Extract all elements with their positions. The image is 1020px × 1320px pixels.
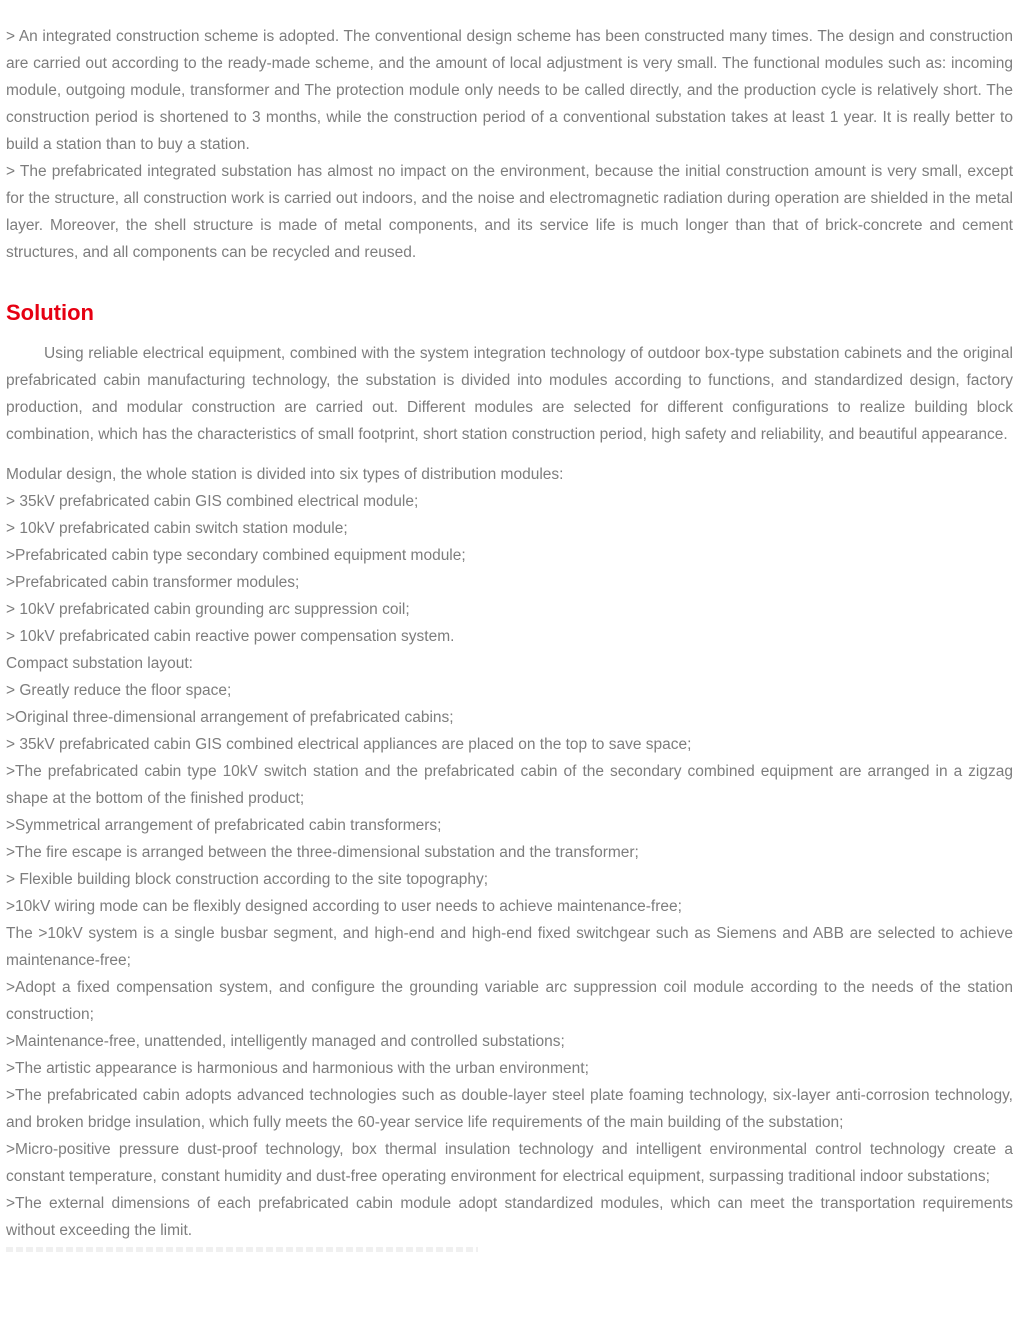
solution-line: >The prefabricated cabin adopts advanced technologies such as double-layer steel plate foaming technology, six-layer anti-corrosion technology, and broken bridge insulation, which fully meets the 60-year service life requirements of the main building of the substation; xyxy=(6,1087,1013,1131)
solution-line: > Flexible building block construction according to the site topography; xyxy=(6,871,489,888)
solution-line: > 10kV prefabricated cabin grounding arc suppression coil; xyxy=(6,601,410,618)
solution-line: >The fire escape is arranged between the three-dimensional substation and the transformer; xyxy=(6,844,639,861)
solution-line-list xyxy=(6,461,1013,1244)
solution-line: Modular design, the whole station is divided into six types of distribution modules: xyxy=(6,466,564,483)
solution-line: >The external dimensions of each prefabricated cabin module adopt standardized modules, which can meet the transportation requirements without exceeding the limit. xyxy=(6,1195,1013,1239)
solution-lead-paragraph: Using reliable electrical equipment, combined with the system integration technology of outdoor box-type substation cabinets and the original prefabricated cabin manufacturing technology, the substation is divided into modules according to functions, and standardized design, factory production, and modular construction are carried out. Different modules are selected for different configurations to realize building block combination, which has the characteristics of small footprint, short station construction period, high safety and reliability, and beautiful appearance. xyxy=(6,345,1013,443)
solution-line: >10kV wiring mode can be flexibly designed according to user needs to achieve maintenance-free; xyxy=(6,898,682,915)
solution-line: >Symmetrical arrangement of prefabricated cabin transformers; xyxy=(6,817,442,834)
solution-line: >Prefabricated cabin type secondary combined equipment module; xyxy=(6,547,466,564)
solution-line: >Original three-dimensional arrangement of prefabricated cabins; xyxy=(6,709,454,726)
cutoff-text-ghost xyxy=(6,1247,478,1252)
solution-line: >Adopt a fixed compensation system, and configure the grounding variable arc suppression coil module according to the needs of the station construction; xyxy=(6,979,1013,1023)
solution-line: >The prefabricated cabin type 10kV switch station and the prefabricated cabin of the secondary combined equipment are arranged in a zigzag shape at the bottom of the finished product; xyxy=(6,763,1013,807)
solution-line: >Micro-positive pressure dust-proof technology, box thermal insulation technology and intelligent environmental control technology create a constant temperature, constant humidity and dust-free operating environment for electrical equipment, surpassing traditional indoor substations; xyxy=(6,1141,1013,1185)
solution-line: > 35kV prefabricated cabin GIS combined electrical module; xyxy=(6,493,419,510)
intro-paragraph-2: > The prefabricated integrated substation has almost no impact on the environment, because the initial construction amount is very small, except for the structure, all construction work is carried out indoors, and the noise and electromagnetic radiation during operation are shielded in the metal layer. Moreover, the shell structure is made of metal components, and its service life is much longer than that of brick-concrete and cement structures, and all components can be recycled and reused. xyxy=(6,163,1013,261)
solution-line: > Greatly reduce the floor space; xyxy=(6,682,232,699)
solution-line: > 35kV prefabricated cabin GIS combined electrical appliances are placed on the top to save space; xyxy=(6,736,692,753)
solution-heading: Solution xyxy=(6,300,94,325)
solution-line: >Maintenance-free, unattended, intelligently managed and controlled substations; xyxy=(6,1033,565,1050)
intro-paragraph-1: > An integrated construction scheme is adopted. The conventional design scheme has been constructed many times. The design and construction are carried out according to the ready-made scheme, and the amount of local adjustment is very small. The functional modules such as: incoming module, outgoing module, transformer and The protection module only needs to be called directly, and the production cycle is relatively short. The construction period is shortened to 3 months, while the construction period of a conventional substation takes at least 1 year. It is really better to build a station than to buy a station. xyxy=(6,28,1013,153)
solution-line: > 10kV prefabricated cabin switch station module; xyxy=(6,520,348,537)
solution-line: The >10kV system is a single busbar segment, and high-end and high-end fixed switchgear such as Siemens and ABB are selected to achieve maintenance-free; xyxy=(6,925,1013,969)
solution-line: Compact substation layout: xyxy=(6,655,193,672)
solution-line: > 10kV prefabricated cabin reactive power compensation system. xyxy=(6,628,455,645)
solution-line: >Prefabricated cabin transformer modules; xyxy=(6,574,300,591)
solution-line: >The artistic appearance is harmonious and harmonious with the urban environment; xyxy=(6,1060,589,1077)
